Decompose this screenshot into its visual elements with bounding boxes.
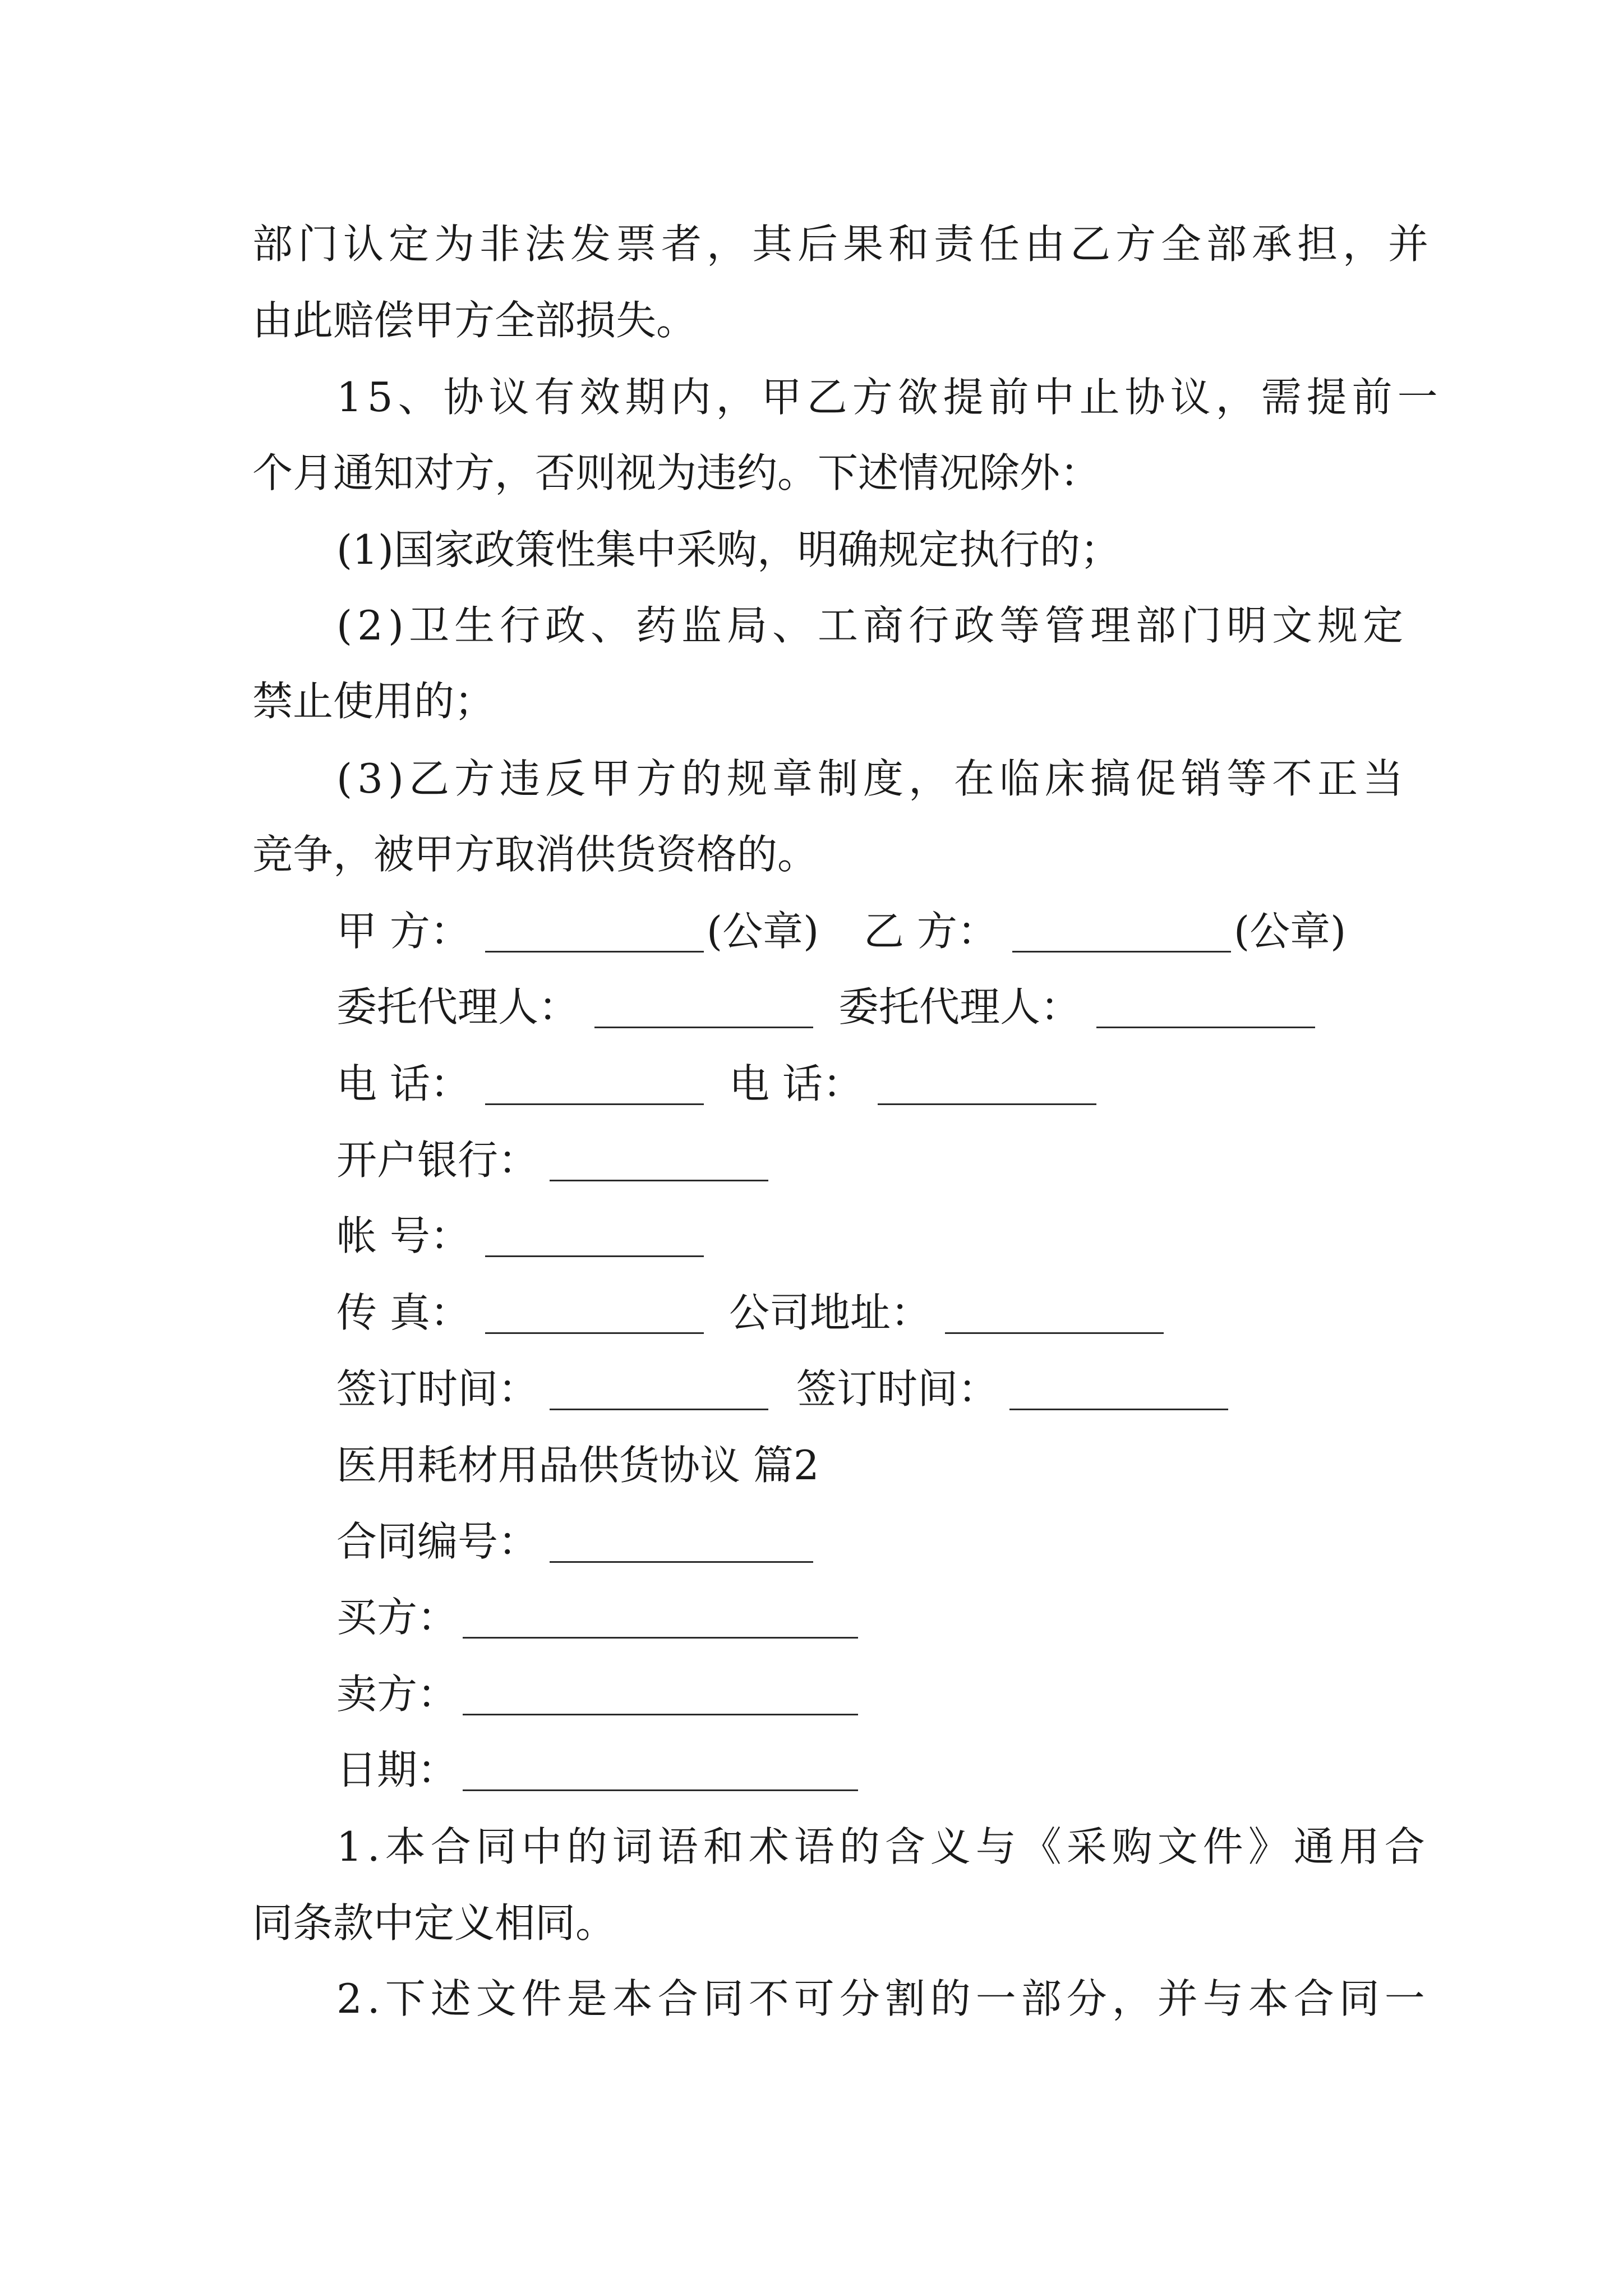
exception-2-line-2: [0, 663, 1623, 739]
signature-phone-row: [0, 1046, 1623, 1122]
section-title: 医用耗材用品供货协议 篇2: [336, 1442, 819, 1489]
text: 15、协议有效期内，甲乙方欲提前中止协议，需提前一: [336, 374, 1443, 421]
agent-a-label: 委托代理人：: [336, 983, 579, 1030]
agent-b-label: 委托代理人：: [838, 983, 1081, 1030]
signature-account-row: [0, 1198, 1623, 1274]
exception-3-line-2: [0, 816, 1623, 892]
date-b-blank: [1009, 1334, 1228, 1410]
paragraph-14-end-line-2: [0, 282, 1623, 358]
exception-2-line-1: [0, 587, 1623, 664]
contract-number-label: 合同编号：: [336, 1518, 539, 1565]
clause-1-line-1: [0, 1809, 1623, 1885]
party-a-label: 甲 方：: [336, 908, 471, 955]
clause-15-line-2: [0, 435, 1623, 511]
seller-blank: [463, 1639, 858, 1715]
text: (2)卫生行政、药监局、工商行政等管理部门明文规定: [336, 602, 1408, 649]
party-a-seal: (公章): [707, 908, 819, 955]
party-b-blank: [1012, 876, 1231, 953]
exception-3-line-1: [0, 740, 1623, 817]
agent-a-blank: [594, 952, 813, 1028]
contract-number-blank: [550, 1487, 813, 1563]
signature-bank-row: [0, 1122, 1623, 1198]
date-a-label: 签订时间：: [336, 1365, 539, 1412]
text: 1.本合同中的词语和术语的含义与《采购文件》通用合: [336, 1823, 1430, 1870]
phone-b-blank: [878, 1029, 1096, 1105]
text: 部门认定为非法发票者，其后果和责任由乙方全部承担，并: [252, 220, 1434, 268]
party-b-seal: (公章): [1234, 908, 1347, 955]
party-a-blank: [485, 876, 704, 953]
date-a-blank: [550, 1334, 768, 1410]
clause-2-line-1: [0, 1961, 1623, 2037]
bank-blank: [550, 1105, 768, 1181]
date-row: [0, 1732, 1623, 1808]
text: (1)国家政策性集中采购，明确规定执行的；: [336, 526, 1121, 573]
seller-label: 卖方：: [336, 1671, 458, 1718]
address-blank: [945, 1258, 1164, 1334]
text: 由此赔偿甲方全部损失。: [252, 297, 697, 344]
clause-1-line-2: [0, 1885, 1623, 1961]
text: 2.下述文件是本合同不可分割的一部分，并与本合同一: [336, 1975, 1430, 2022]
signature-fax-row: [0, 1274, 1623, 1351]
buyer-label: 买方：: [336, 1594, 458, 1641]
date-b-label: 签订时间：: [796, 1365, 999, 1412]
text: 个月通知对方，否则视为违约。下述情况除外：: [252, 449, 1101, 496]
account-label: 帐 号：: [336, 1212, 471, 1259]
signature-date-row: [0, 1351, 1623, 1427]
paragraph-14-end-line-1: [0, 206, 1623, 282]
date-label: 日期：: [336, 1746, 458, 1793]
clause-15-line-1: [0, 359, 1623, 435]
text: 同条款中定义相同。: [252, 1899, 616, 1947]
party-b-label: 乙 方：: [864, 908, 998, 955]
text: 竞争，被甲方取消供货资格的。: [252, 831, 818, 878]
exception-1: [0, 512, 1623, 588]
bank-label: 开户银行：: [336, 1137, 539, 1184]
account-blank: [485, 1181, 704, 1257]
phone-a-blank: [485, 1029, 704, 1105]
text: (3)乙方违反甲方的规章制度，在临床搞促销等不正当: [336, 755, 1408, 802]
agent-b-blank: [1096, 952, 1315, 1028]
date-blank: [463, 1715, 858, 1791]
fax-label: 传 真：: [336, 1289, 471, 1336]
fax-blank: [485, 1258, 704, 1334]
address-label: 公司地址：: [729, 1289, 932, 1336]
phone-b-label: 电 话：: [729, 1060, 863, 1107]
phone-a-label: 电 话：: [336, 1060, 471, 1107]
signature-agent-row: [0, 969, 1623, 1045]
text: 禁止使用的；: [252, 678, 495, 725]
buyer-blank: [463, 1562, 858, 1639]
